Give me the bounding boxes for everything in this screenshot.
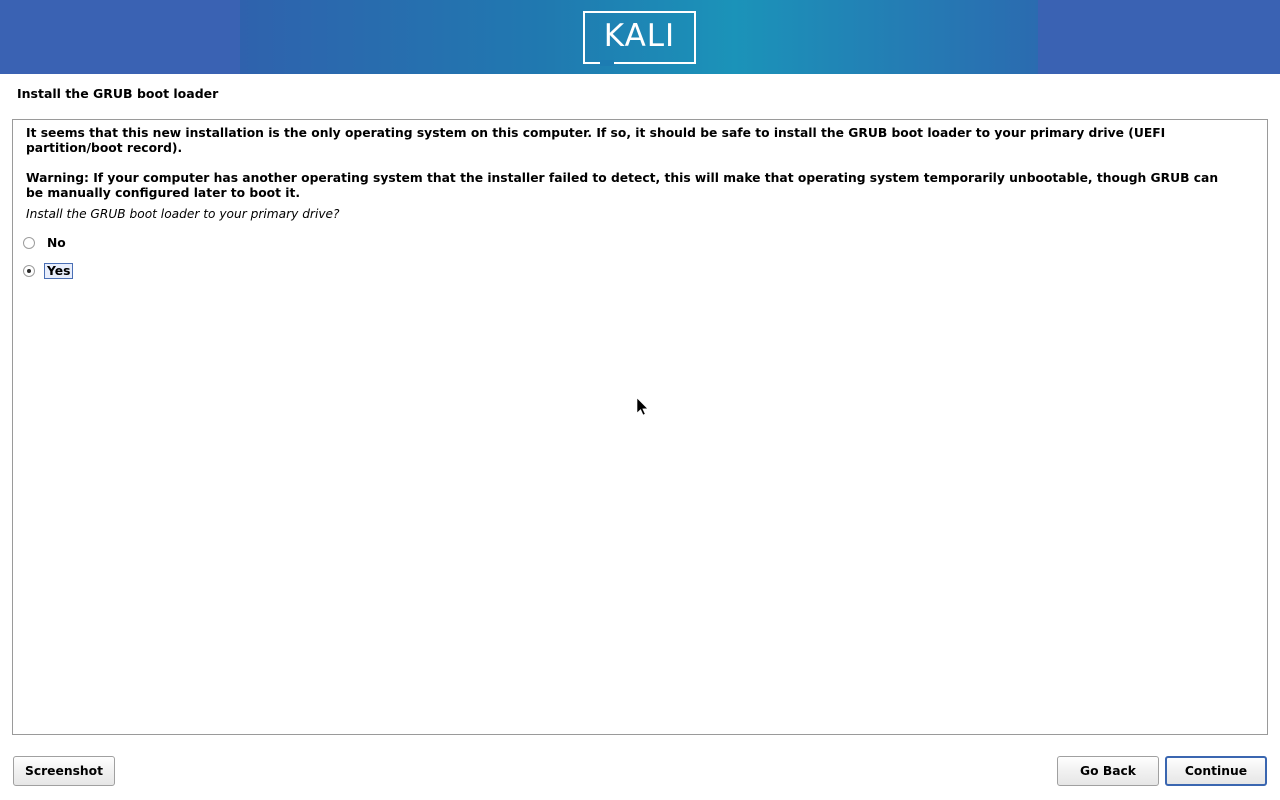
radio-icon-no[interactable] [23, 237, 35, 249]
radio-icon-yes[interactable] [23, 265, 35, 277]
warning-paragraph: Warning: If your computer has another operating system that the installer failed to detect, this will make that operating system temporarily unbootable, though GRUB can be manually configured later to boot it. [26, 171, 1219, 200]
radio-label-no[interactable]: No [47, 236, 66, 250]
kali-logo-notch [600, 60, 614, 66]
installer-banner [0, 0, 1280, 74]
radio-label-yes[interactable]: Yes [44, 263, 73, 279]
kali-logo-text: KALI [603, 18, 676, 54]
kali-logo [583, 11, 696, 64]
mouse-pointer-icon [637, 398, 649, 416]
continue-button[interactable]: Continue [1165, 756, 1267, 786]
info-paragraph: It seems that this new installation is the only operating system on this computer. If so, it should be safe to install the GRUB boot loader to your primary drive (UEFI partition/boot record). [26, 126, 1166, 155]
page-title: Install the GRUB boot loader [17, 86, 219, 101]
radio-option-yes[interactable] [23, 261, 73, 281]
go-back-button[interactable]: Go Back [1057, 756, 1159, 786]
question-label: Install the GRUB boot loader to your primary drive? [26, 207, 340, 221]
main-panel [12, 119, 1268, 735]
radio-option-no[interactable] [23, 233, 69, 253]
screenshot-button[interactable]: Screenshot [13, 756, 115, 786]
